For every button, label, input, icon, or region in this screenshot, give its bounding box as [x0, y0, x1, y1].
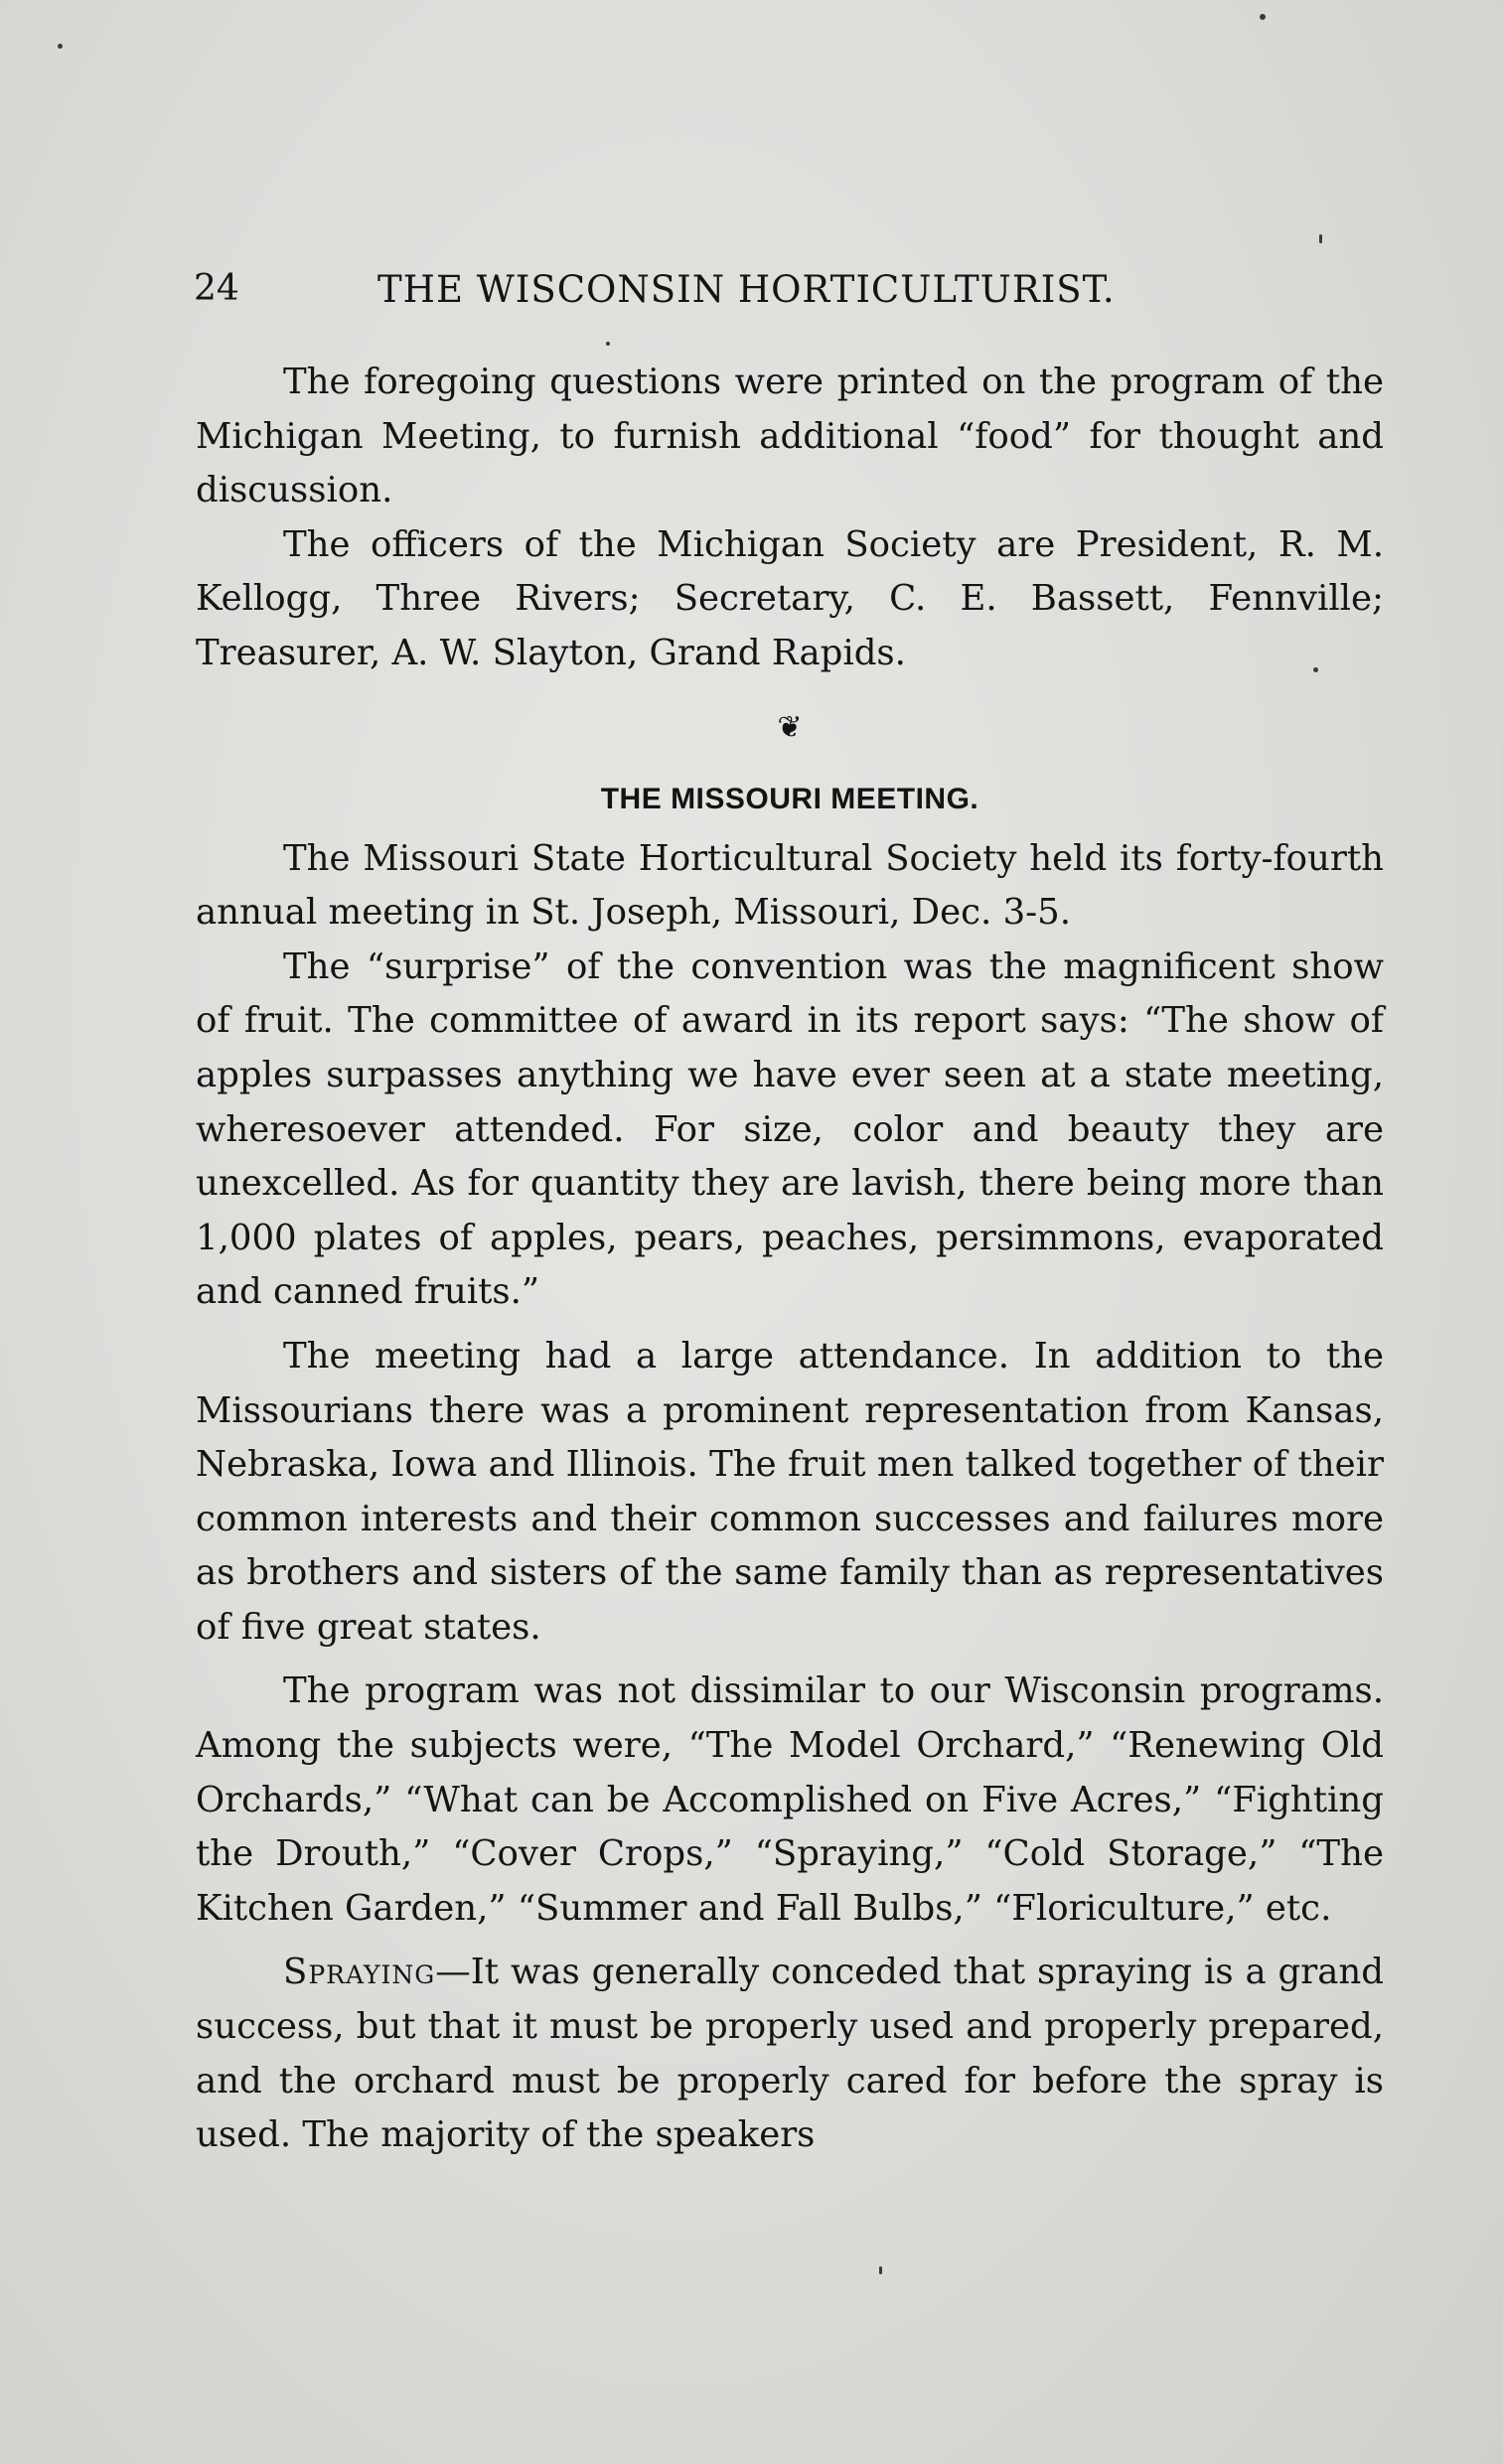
- print-speck: [1319, 234, 1322, 243]
- paragraph-foregoing-questions: The foregoing questions were printed on the program of the Michigan Meeting, to furnish additional “food” for thought and discussion.: [196, 362, 1384, 511]
- journal-title: THE WISCONSIN HORTICULTURIST.: [377, 268, 1116, 311]
- print-speck: [606, 342, 610, 346]
- running-head: [194, 268, 1396, 328]
- page-number: 24: [194, 268, 239, 309]
- section-ornament-icon: ❦: [777, 709, 803, 745]
- paragraph-spraying: [196, 1946, 1384, 2162]
- body-text: [196, 356, 1384, 2163]
- paragraph-program: The program was not dissimilar to our Wisconsin programs. Among the subjects were, “The Model Orchard,” “Renewing Old Orchards,” “What can be Accomplished on Five Acres,” “Fighting the Drouth,” “Cover Crops,” “Spraying,” “Cold Storage,” “The Kitchen Garden,” “Summer and Fall Bulbs,” “Floriculture,” etc.: [196, 1670, 1384, 1929]
- spraying-lead: Spraying: [283, 1952, 436, 1993]
- paragraph-missouri-society: The Missouri State Horticultural Society held its forty-fourth annual meeting in St. Joseph, Missouri, Dec. 3-5.: [196, 837, 1384, 934]
- paragraph-surprise: The “surprise” of the convention was the magnificent show of fruit. The committee of award in its report says: “The show of apples surpasses anything we have ever seen at a state meeting, wheresoever attended. For size, color and beauty they are unexcelled. As for quantity they are lavish, there being more than 1,000 plates of apples, pears, peaches, persimmons, evaporated and canned fruits.”: [196, 945, 1384, 1313]
- print-speck: [1260, 14, 1266, 20]
- print-speck: [879, 2266, 882, 2274]
- paragraph-attendance: The meeting had a large attendance. In addition to the Missourians there was a prominent representation from Kansas, Nebraska, Iowa and Illinois. The fruit men talked together of their common interests and their common successes and failures more as brothers and sisters of the same family than as representatives of five great states.: [196, 1335, 1384, 1648]
- section-heading: THE MISSOURI MEETING.: [600, 782, 979, 815]
- paragraph-michigan-officers: The officers of the Michigan Society are President, R. M. Kellogg, Three Rivers; Secretary, C. E. Bassett, Fennville; Treasurer, A. W. Slayton, Grand Rapids.: [196, 523, 1384, 673]
- spraying-text: —It was generally conceded that spraying is a grand success, but that it must be properly used and properly prepared, and the orchard must be properly cared for before the spray is used. The majority of the speakers: [196, 1952, 1384, 2156]
- print-speck: [1313, 667, 1318, 672]
- print-speck: [58, 44, 63, 49]
